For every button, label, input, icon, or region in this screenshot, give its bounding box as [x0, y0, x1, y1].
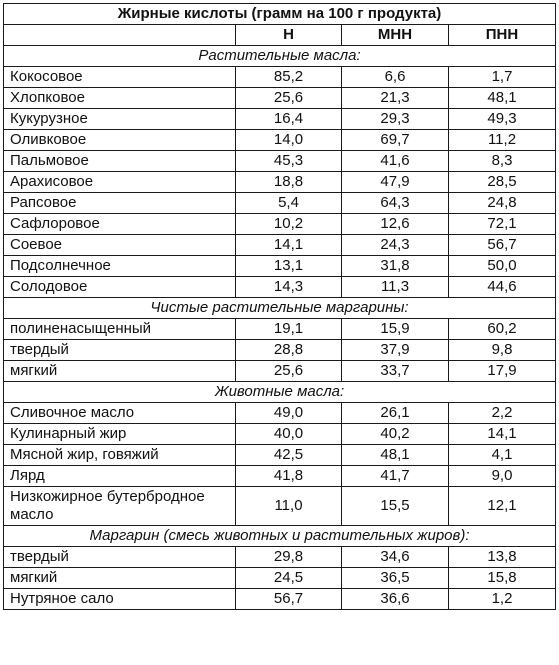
- value-cell-n: 42,5: [236, 445, 342, 466]
- value-cell-pnn: 72,1: [449, 214, 556, 235]
- value-cell-pnn: 12,1: [449, 487, 556, 526]
- value-cell-n: 45,3: [236, 151, 342, 172]
- value-cell-pnn: 17,9: [449, 361, 556, 382]
- product-name-cell: Соевое: [4, 235, 236, 256]
- table-row: [4, 172, 556, 193]
- table-row: [4, 67, 556, 88]
- value-cell-mnn: 36,5: [342, 568, 449, 589]
- product-name-cell: твердый: [4, 340, 236, 361]
- value-cell-pnn: 49,3: [449, 109, 556, 130]
- value-cell-mnn: 36,6: [342, 589, 449, 610]
- value-cell-mnn: 24,3: [342, 235, 449, 256]
- value-cell-n: 14,3: [236, 277, 342, 298]
- value-cell-mnn: 15,9: [342, 319, 449, 340]
- value-cell-pnn: 15,8: [449, 568, 556, 589]
- section-heading: Чистые растительные маргарины:: [4, 298, 556, 319]
- value-cell-pnn: 56,7: [449, 235, 556, 256]
- value-cell-mnn: 33,7: [342, 361, 449, 382]
- value-cell-mnn: 26,1: [342, 403, 449, 424]
- value-cell-pnn: 2,2: [449, 403, 556, 424]
- table-row: [4, 109, 556, 130]
- value-cell-mnn: 40,2: [342, 424, 449, 445]
- column-header-name: [4, 25, 236, 46]
- section-header-row: [4, 46, 556, 67]
- product-name-cell: Пальмовое: [4, 151, 236, 172]
- column-header-row: [4, 25, 556, 46]
- value-cell-n: 40,0: [236, 424, 342, 445]
- value-cell-mnn: 34,6: [342, 547, 449, 568]
- product-name-cell: Лярд: [4, 466, 236, 487]
- table-row: [4, 277, 556, 298]
- table-row: [4, 319, 556, 340]
- table-row: [4, 445, 556, 466]
- table-row: [4, 130, 556, 151]
- table-row: [4, 256, 556, 277]
- value-cell-mnn: 11,3: [342, 277, 449, 298]
- value-cell-pnn: 1,7: [449, 67, 556, 88]
- value-cell-n: 24,5: [236, 568, 342, 589]
- table-row: [4, 361, 556, 382]
- product-name-cell: твердый: [4, 547, 236, 568]
- fatty-acids-table: [3, 3, 556, 610]
- value-cell-pnn: 13,8: [449, 547, 556, 568]
- value-cell-mnn: 47,9: [342, 172, 449, 193]
- product-name-cell: Солодовое: [4, 277, 236, 298]
- value-cell-pnn: 1,2: [449, 589, 556, 610]
- value-cell-pnn: 44,6: [449, 277, 556, 298]
- value-cell-pnn: 4,1: [449, 445, 556, 466]
- table-row: [4, 214, 556, 235]
- value-cell-n: 41,8: [236, 466, 342, 487]
- section-heading: Маргарин (смесь животных и растительных жиров):: [4, 526, 556, 547]
- value-cell-pnn: 9,0: [449, 466, 556, 487]
- value-cell-mnn: 12,6: [342, 214, 449, 235]
- value-cell-pnn: 48,1: [449, 88, 556, 109]
- value-cell-mnn: 69,7: [342, 130, 449, 151]
- value-cell-mnn: 41,7: [342, 466, 449, 487]
- value-cell-n: 18,8: [236, 172, 342, 193]
- value-cell-mnn: 31,8: [342, 256, 449, 277]
- value-cell-n: 56,7: [236, 589, 342, 610]
- value-cell-pnn: 11,2: [449, 130, 556, 151]
- table-row: [4, 487, 556, 526]
- value-cell-n: 11,0: [236, 487, 342, 526]
- value-cell-n: 49,0: [236, 403, 342, 424]
- table-row: [4, 193, 556, 214]
- table-body: [4, 46, 556, 610]
- product-name-cell: Сафлоровое: [4, 214, 236, 235]
- value-cell-n: 29,8: [236, 547, 342, 568]
- product-name-cell: Подсолнечное: [4, 256, 236, 277]
- product-name-cell: Мясной жир, говяжий: [4, 445, 236, 466]
- value-cell-pnn: 50,0: [449, 256, 556, 277]
- product-name-cell: Низкожирное бутербродное масло: [4, 487, 236, 526]
- table-title: Жирные кислоты (грамм на 100 г продукта): [4, 4, 556, 25]
- section-header-row: [4, 526, 556, 547]
- column-header-pnn: ПНН: [449, 25, 556, 46]
- table-row: [4, 547, 556, 568]
- column-header-mnn: МНН: [342, 25, 449, 46]
- table-row: [4, 466, 556, 487]
- value-cell-mnn: 37,9: [342, 340, 449, 361]
- value-cell-n: 5,4: [236, 193, 342, 214]
- value-cell-mnn: 48,1: [342, 445, 449, 466]
- table-row: [4, 151, 556, 172]
- value-cell-n: 14,1: [236, 235, 342, 256]
- value-cell-mnn: 64,3: [342, 193, 449, 214]
- section-heading: Животные масла:: [4, 382, 556, 403]
- column-header-n: Н: [236, 25, 342, 46]
- value-cell-pnn: 28,5: [449, 172, 556, 193]
- value-cell-n: 28,8: [236, 340, 342, 361]
- table-row: [4, 403, 556, 424]
- value-cell-n: 19,1: [236, 319, 342, 340]
- product-name-cell: полиненасыщенный: [4, 319, 236, 340]
- value-cell-mnn: 29,3: [342, 109, 449, 130]
- value-cell-pnn: 14,1: [449, 424, 556, 445]
- table-row: [4, 340, 556, 361]
- value-cell-n: 25,6: [236, 88, 342, 109]
- table-row: [4, 235, 556, 256]
- value-cell-n: 16,4: [236, 109, 342, 130]
- product-name-cell: Рапсовое: [4, 193, 236, 214]
- section-header-row: [4, 298, 556, 319]
- value-cell-n: 14,0: [236, 130, 342, 151]
- product-name-cell: мягкий: [4, 361, 236, 382]
- product-name-cell: мягкий: [4, 568, 236, 589]
- product-name-cell: Кокосовое: [4, 67, 236, 88]
- section-heading: Растительные масла:: [4, 46, 556, 67]
- value-cell-pnn: 24,8: [449, 193, 556, 214]
- product-name-cell: Арахисовое: [4, 172, 236, 193]
- value-cell-pnn: 9,8: [449, 340, 556, 361]
- value-cell-n: 25,6: [236, 361, 342, 382]
- product-name-cell: Оливковое: [4, 130, 236, 151]
- value-cell-n: 85,2: [236, 67, 342, 88]
- value-cell-mnn: 21,3: [342, 88, 449, 109]
- value-cell-n: 13,1: [236, 256, 342, 277]
- product-name-cell: Кулинарный жир: [4, 424, 236, 445]
- value-cell-n: 10,2: [236, 214, 342, 235]
- table-row: [4, 88, 556, 109]
- table-row: [4, 568, 556, 589]
- value-cell-pnn: 60,2: [449, 319, 556, 340]
- value-cell-mnn: 15,5: [342, 487, 449, 526]
- product-name-cell: Хлопковое: [4, 88, 236, 109]
- table-row: [4, 589, 556, 610]
- product-name-cell: Сливочное масло: [4, 403, 236, 424]
- value-cell-mnn: 6,6: [342, 67, 449, 88]
- table-row: [4, 424, 556, 445]
- product-name-cell: Кукурузное: [4, 109, 236, 130]
- section-header-row: [4, 382, 556, 403]
- product-name-cell: Нутряное сало: [4, 589, 236, 610]
- value-cell-mnn: 41,6: [342, 151, 449, 172]
- value-cell-pnn: 8,3: [449, 151, 556, 172]
